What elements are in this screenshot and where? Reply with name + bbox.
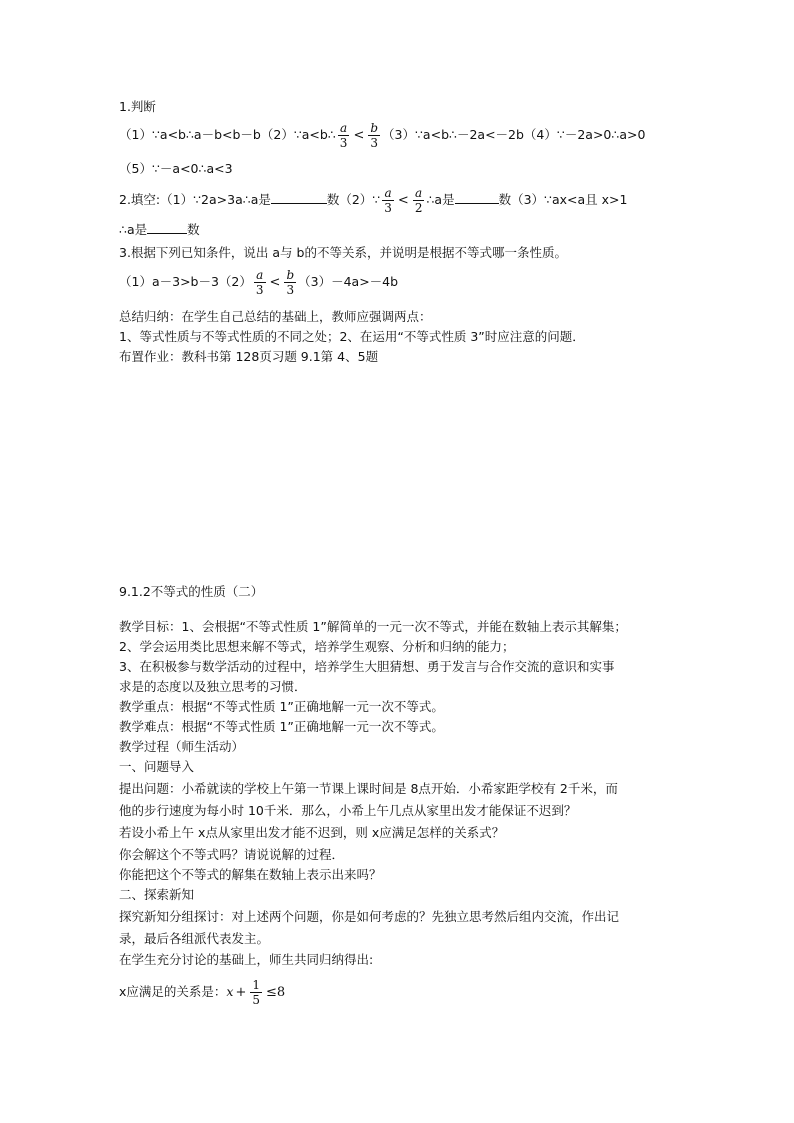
fill-text-e: ∴a是 xyxy=(119,222,148,237)
less-than-sign: < xyxy=(353,128,365,143)
fill-line-1 xyxy=(119,186,684,215)
variable-x: x xyxy=(226,984,234,999)
relation-line xyxy=(119,268,684,297)
frac-den: 5 xyxy=(252,993,261,1007)
relation-text-b: （3）－4a>－4b xyxy=(298,274,399,289)
judge-line-1-text-a: （1）∵a<b∴a－b<b－b（2）∵a<b∴ xyxy=(119,127,336,142)
answer-blank-1[interactable] xyxy=(271,190,327,204)
judge-line-1 xyxy=(119,121,684,150)
question-line-4: 你会解这个不等式吗？请说说解的过程． xyxy=(119,847,345,862)
frac-den: 3 xyxy=(255,283,264,297)
goal-line-2: 2、学会运用类比思想来解不等式，培养学生观察、分析和归纳的能力； xyxy=(119,639,515,654)
frac-num: b xyxy=(370,121,379,135)
frac-num: a xyxy=(340,121,348,135)
frac-num: 1 xyxy=(252,978,261,992)
fraction-a-over-2 xyxy=(413,186,425,215)
question-line-1: 提出问题：小希就读的学校上午第一节课上课时间是 8点开始．小希家距学校有 2千米，而 xyxy=(119,781,618,796)
frac-num: b xyxy=(286,268,295,282)
goal-line-3a: 3、在积极参与数学活动的过程中，培养学生大胆猜想、勇于发言与合作交流的意识和实事 xyxy=(119,659,615,674)
fill-text-f: 数 xyxy=(187,222,200,237)
process-heading: 教学过程（师生活动） xyxy=(119,739,245,754)
judge-line-2: （5）∵－a<0∴a<3 xyxy=(119,161,233,176)
fraction-b-over-3 xyxy=(284,268,296,297)
frac-num: a xyxy=(384,186,392,200)
frac-den: 3 xyxy=(284,282,296,297)
goal-line-1: 教学目标：1、会根据“不等式性质 1”解简单的一元一次不等式，并能在数轴上表示其解集； xyxy=(119,619,627,634)
answer-blank-2[interactable] xyxy=(455,190,499,204)
fill-text-c: ∴a是 xyxy=(426,192,455,207)
question-line-3: 若设小希上午 x点从家里出发才能不迟到，则 x应满足怎样的关系式？ xyxy=(119,825,505,840)
summary-line-2: 1、等式性质与不等式性质的不同之处；2、在运用“不等式性质 3”时应注意的问题． xyxy=(119,329,585,344)
leq-eight: ≤8 xyxy=(266,985,286,1000)
fraction-a-over-3 xyxy=(382,186,394,215)
less-than-sign: < xyxy=(397,193,409,208)
fill-line-2 xyxy=(119,220,684,239)
fraction-b-over-3 xyxy=(368,121,380,150)
explore-line-3: 在学生充分讨论的基础上，师生共同归纳得出: xyxy=(119,952,374,967)
frac-num: a xyxy=(256,268,264,282)
question-line-2: 他的步行速度为每小时 10千米．那么，小希上午几点从家里出发才能保证不迟到？ xyxy=(119,803,577,818)
frac-den: 3 xyxy=(368,135,380,150)
goal-line-3b: 求是的态度以及独立思考的习惯． xyxy=(119,679,307,694)
homework-line: 布置作业：教科书第 128页习题 9.1第 4、5题 xyxy=(119,349,379,364)
key-point-line: 教学重点：根据“不等式性质 1”正确地解一元一次不等式。 xyxy=(119,699,444,714)
fill-text-d: 数（3）∵ax<a且 x>1 xyxy=(498,192,628,207)
frac-num: a xyxy=(415,186,423,200)
explore-line-2: 录，最后各组派代表发主。 xyxy=(119,931,270,946)
lesson-heading: 9.1.2不等式的性质（二） xyxy=(119,584,264,599)
fraction-a-over-3 xyxy=(338,121,350,150)
relation-formula-line xyxy=(119,978,684,1007)
relation-formula-label: x应满足的关系是： xyxy=(119,984,227,999)
explore-line-1: 探究新知分组探讨：对上述两个问题，你是如何考虑的？先独立思考然后组内交流，作出记 xyxy=(119,909,620,924)
relation-title: 3.根据下列已知条件，说出 a与 b的不等关系，并说明是根据不等式哪一条性质。 xyxy=(119,245,567,260)
plus-sign: + xyxy=(235,985,247,1000)
fill-text-a: 2.填空:（1）∵2a>3a∴a是 xyxy=(119,192,271,207)
part1-heading: 一、问题导入 xyxy=(119,759,195,774)
judge-title: 1.判断 xyxy=(119,99,156,114)
relation-text-a: （1）a－3>b－3（2） xyxy=(119,274,252,289)
less-than-sign: < xyxy=(269,275,281,290)
fraction-1-over-5 xyxy=(250,978,262,1007)
frac-den: 2 xyxy=(414,201,423,215)
fill-text-b: 数（2）∵ xyxy=(326,192,381,207)
frac-den: 3 xyxy=(384,201,392,215)
frac-den: 3 xyxy=(339,136,348,150)
answer-blank-3[interactable] xyxy=(147,220,187,234)
difficult-point-line: 教学难点：根据“不等式性质 1”正确地解一元一次不等式。 xyxy=(119,719,444,734)
summary-line-1: 总结归纳：在学生自己总结的基础上，教师应强调两点： xyxy=(119,309,432,324)
question-line-5: 你能把这个不等式的解集在数轴上表示出来吗？ xyxy=(119,867,382,882)
part2-heading: 二、探索新知 xyxy=(119,887,195,902)
judge-line-1-text-b: （3）∵a<b∴－2a<－2b（4）∵－2a>0∴a>0 xyxy=(382,127,646,142)
fraction-a-over-3 xyxy=(254,268,266,297)
